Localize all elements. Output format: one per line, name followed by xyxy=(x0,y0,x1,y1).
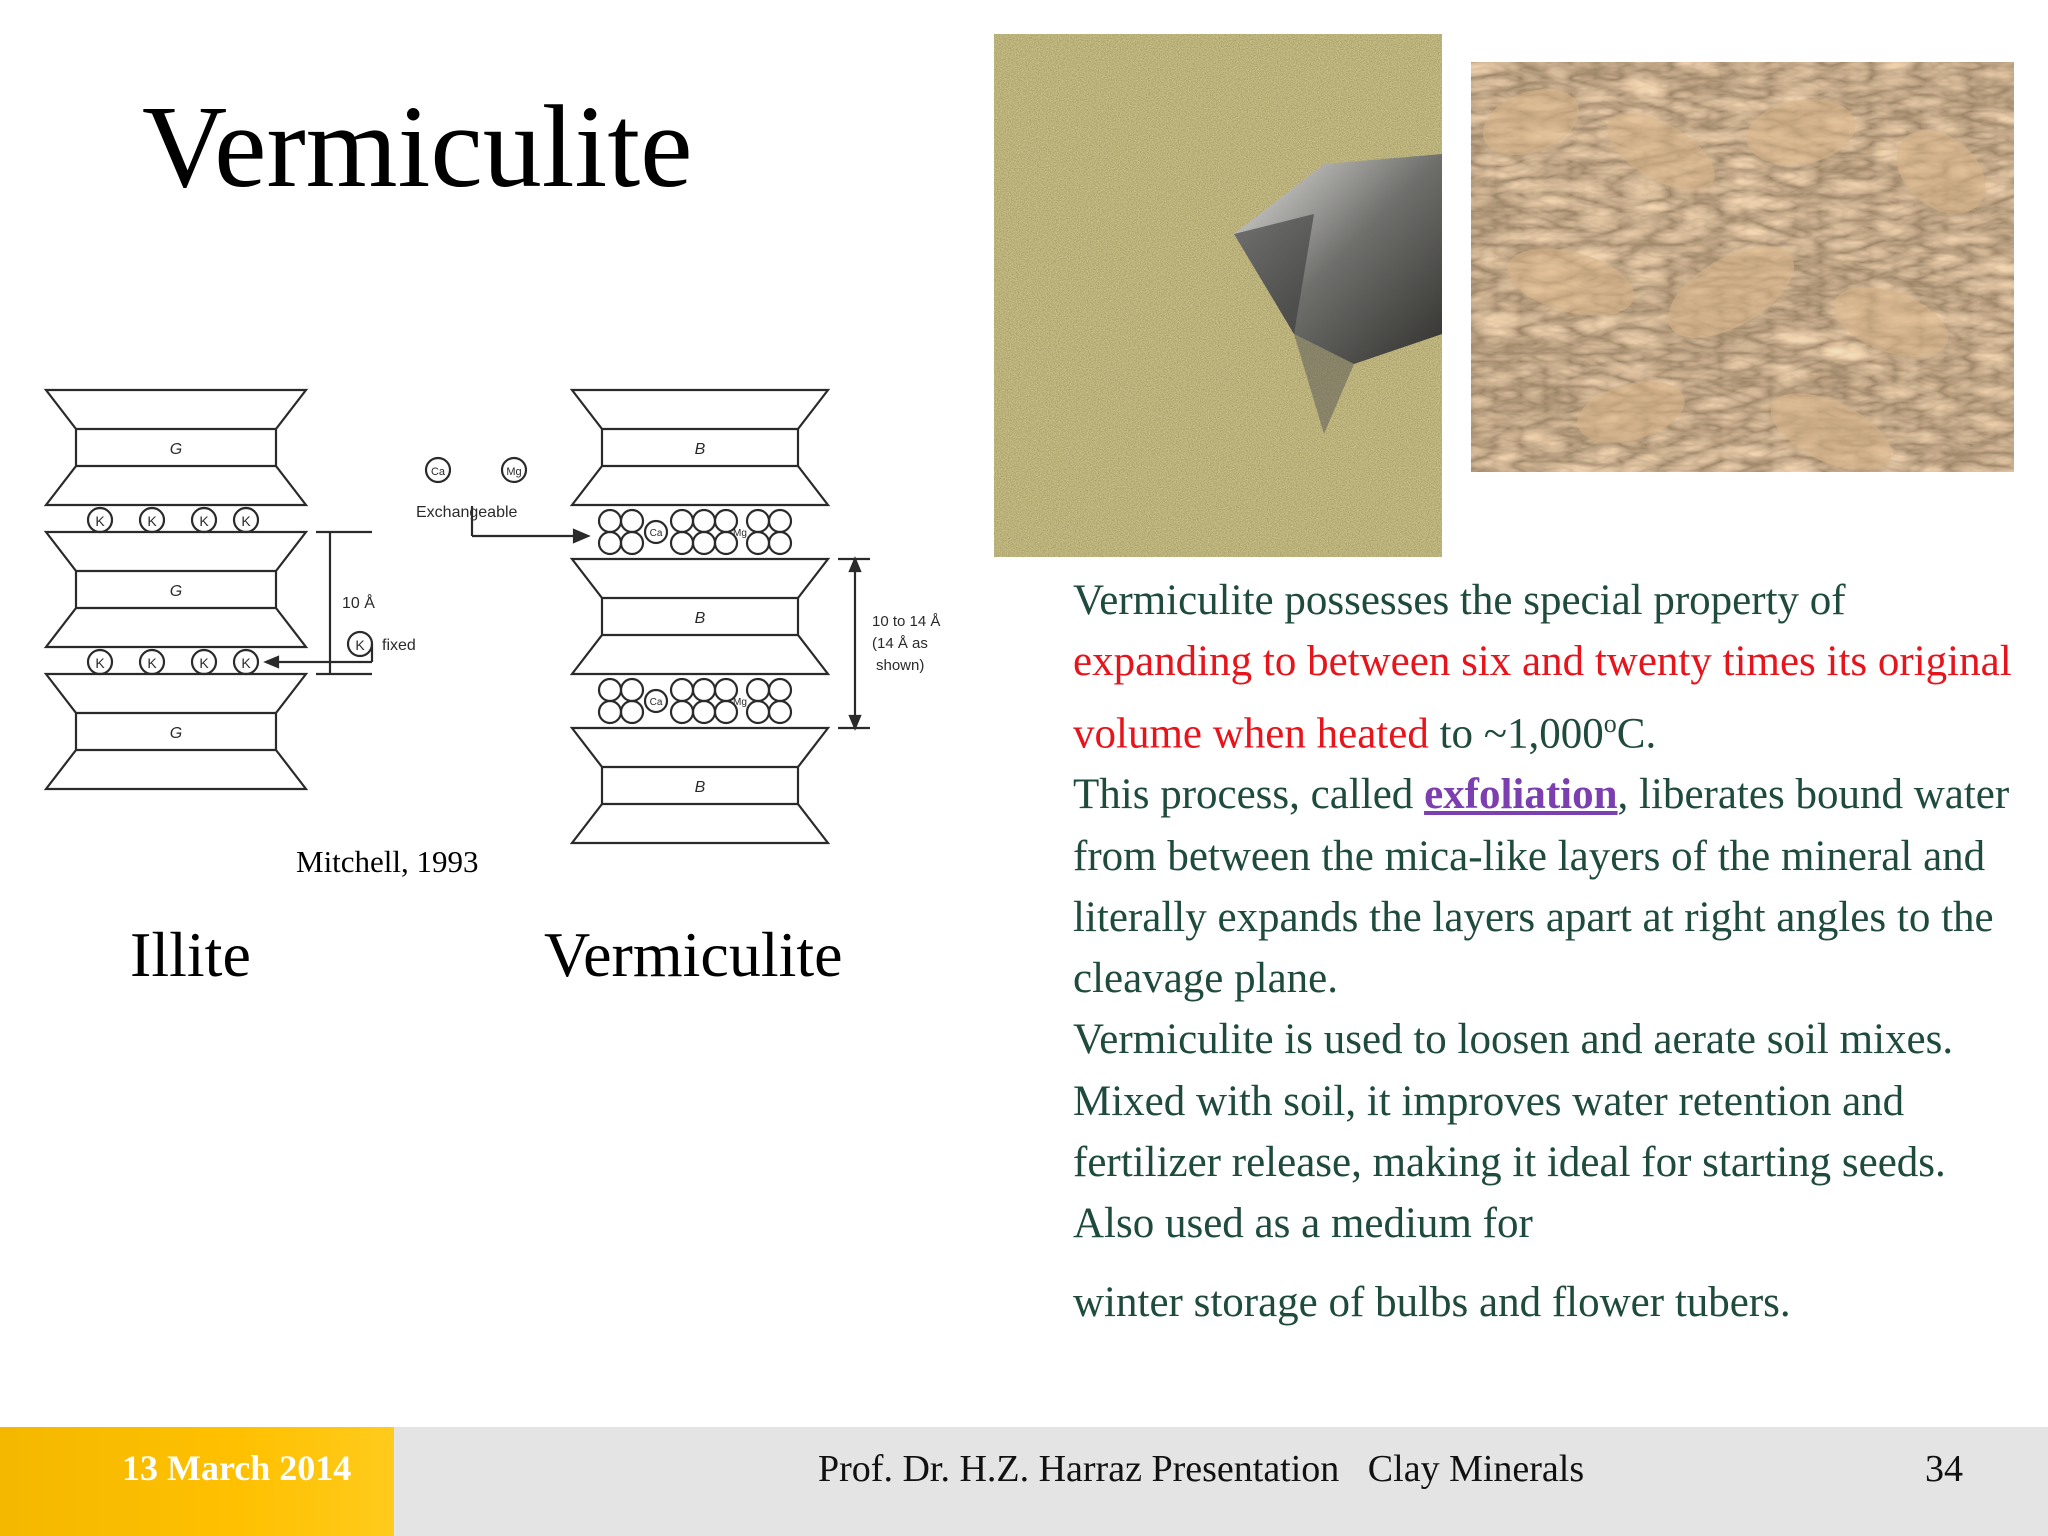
body-text-segment: to ~1,000 xyxy=(1428,709,1604,757)
k-ion-label: K xyxy=(147,513,157,529)
footer-page-number: 34 xyxy=(1925,1448,1963,1490)
vermiculite-layer-label: B xyxy=(694,779,706,796)
exfoliated-vermiculite-photo xyxy=(1471,62,2014,472)
vermiculite-layer-label: B xyxy=(694,441,706,458)
fixed-label: fixed xyxy=(382,637,416,654)
slide-title: Vermiculite xyxy=(142,81,693,212)
footer-date-box xyxy=(0,1427,394,1536)
illite-caption: Illite xyxy=(130,919,251,990)
k-ion-label: K xyxy=(199,513,209,529)
vermiculite-stack xyxy=(572,390,870,843)
ca-ion-label: Ca xyxy=(430,466,446,478)
vermiculite-spacing-label: 10 to 14 Å xyxy=(872,613,941,630)
k-ion-label: K xyxy=(199,655,209,671)
ca-ion-label: Ca xyxy=(649,697,663,708)
paragraph-uses xyxy=(1073,1009,2033,1254)
vermiculite-spacing-label: shown) xyxy=(876,657,925,674)
k-ion-label: K xyxy=(95,655,105,671)
illite-vermiculite-structure-diagram xyxy=(30,378,990,858)
paragraph-uses-end xyxy=(1073,1272,2033,1333)
body-text-segment: winter storage of bulbs and flower tubers. xyxy=(1073,1278,1791,1326)
k-ion-label: K xyxy=(355,637,365,653)
k-ion-label: K xyxy=(241,655,251,671)
k-ion-label: K xyxy=(241,513,251,529)
footer-date: 13 March 2014 xyxy=(122,1448,352,1488)
footer-bar xyxy=(0,1427,2048,1536)
body-text-segment: This process, called xyxy=(1073,771,1425,819)
k-ion-label: K xyxy=(95,513,105,529)
citation: Mitchell, 1993 xyxy=(296,844,479,879)
paragraph-exfoliation-property xyxy=(1073,570,2033,764)
mg-ion-label: Mg xyxy=(506,466,522,478)
ca-ion-label: Ca xyxy=(649,528,663,539)
degree-superscript: o xyxy=(1603,708,1617,738)
mg-ion-label: Mg xyxy=(733,528,747,539)
illite-layer-label: G xyxy=(169,441,183,458)
mg-ion-label: Mg xyxy=(733,697,747,708)
exchangeable-label: Exchangeable xyxy=(416,504,518,521)
illite-stack xyxy=(46,390,372,789)
exfoliation-link[interactable]: exfoliation xyxy=(1424,771,1618,819)
body-text-segment: C. xyxy=(1616,709,1657,757)
vermiculite-layer-label: B xyxy=(694,610,706,627)
body-text-segment: Vermiculite possesses the special property of xyxy=(1073,577,1846,624)
vermiculite-granules-photo xyxy=(994,34,1442,557)
paragraph-exfoliation-process xyxy=(1073,764,2033,1009)
vermiculite-caption: Vermiculite xyxy=(544,919,843,990)
body-text-segment: Vermiculite is used to loosen and aerate soil mixes. Mixed with soil, it improves water retention and fertilizer release, making it ideal for starting seeds. Also used as a medium for xyxy=(1073,1016,1954,1248)
k-ion-label: K xyxy=(147,655,157,671)
body-text-segment: , liberates bound water from between the mica-like layers of the mineral and literally expands the layers apart at right angles to the cleavage plane. xyxy=(1073,771,2010,1003)
highlight-text: expanding to between six and twenty times its original volume when heated xyxy=(1073,638,2012,757)
vermiculite-spacing-label: (14 Å as xyxy=(872,635,928,652)
footer-presentation-title: Prof. Dr. H.Z. Harraz Presentation Clay Minerals xyxy=(818,1448,1585,1490)
illite-spacing-label: 10 Å xyxy=(342,595,375,612)
body-text xyxy=(1073,570,2033,1333)
illite-layer-label: G xyxy=(169,583,183,600)
illite-layer-label: G xyxy=(169,725,183,742)
